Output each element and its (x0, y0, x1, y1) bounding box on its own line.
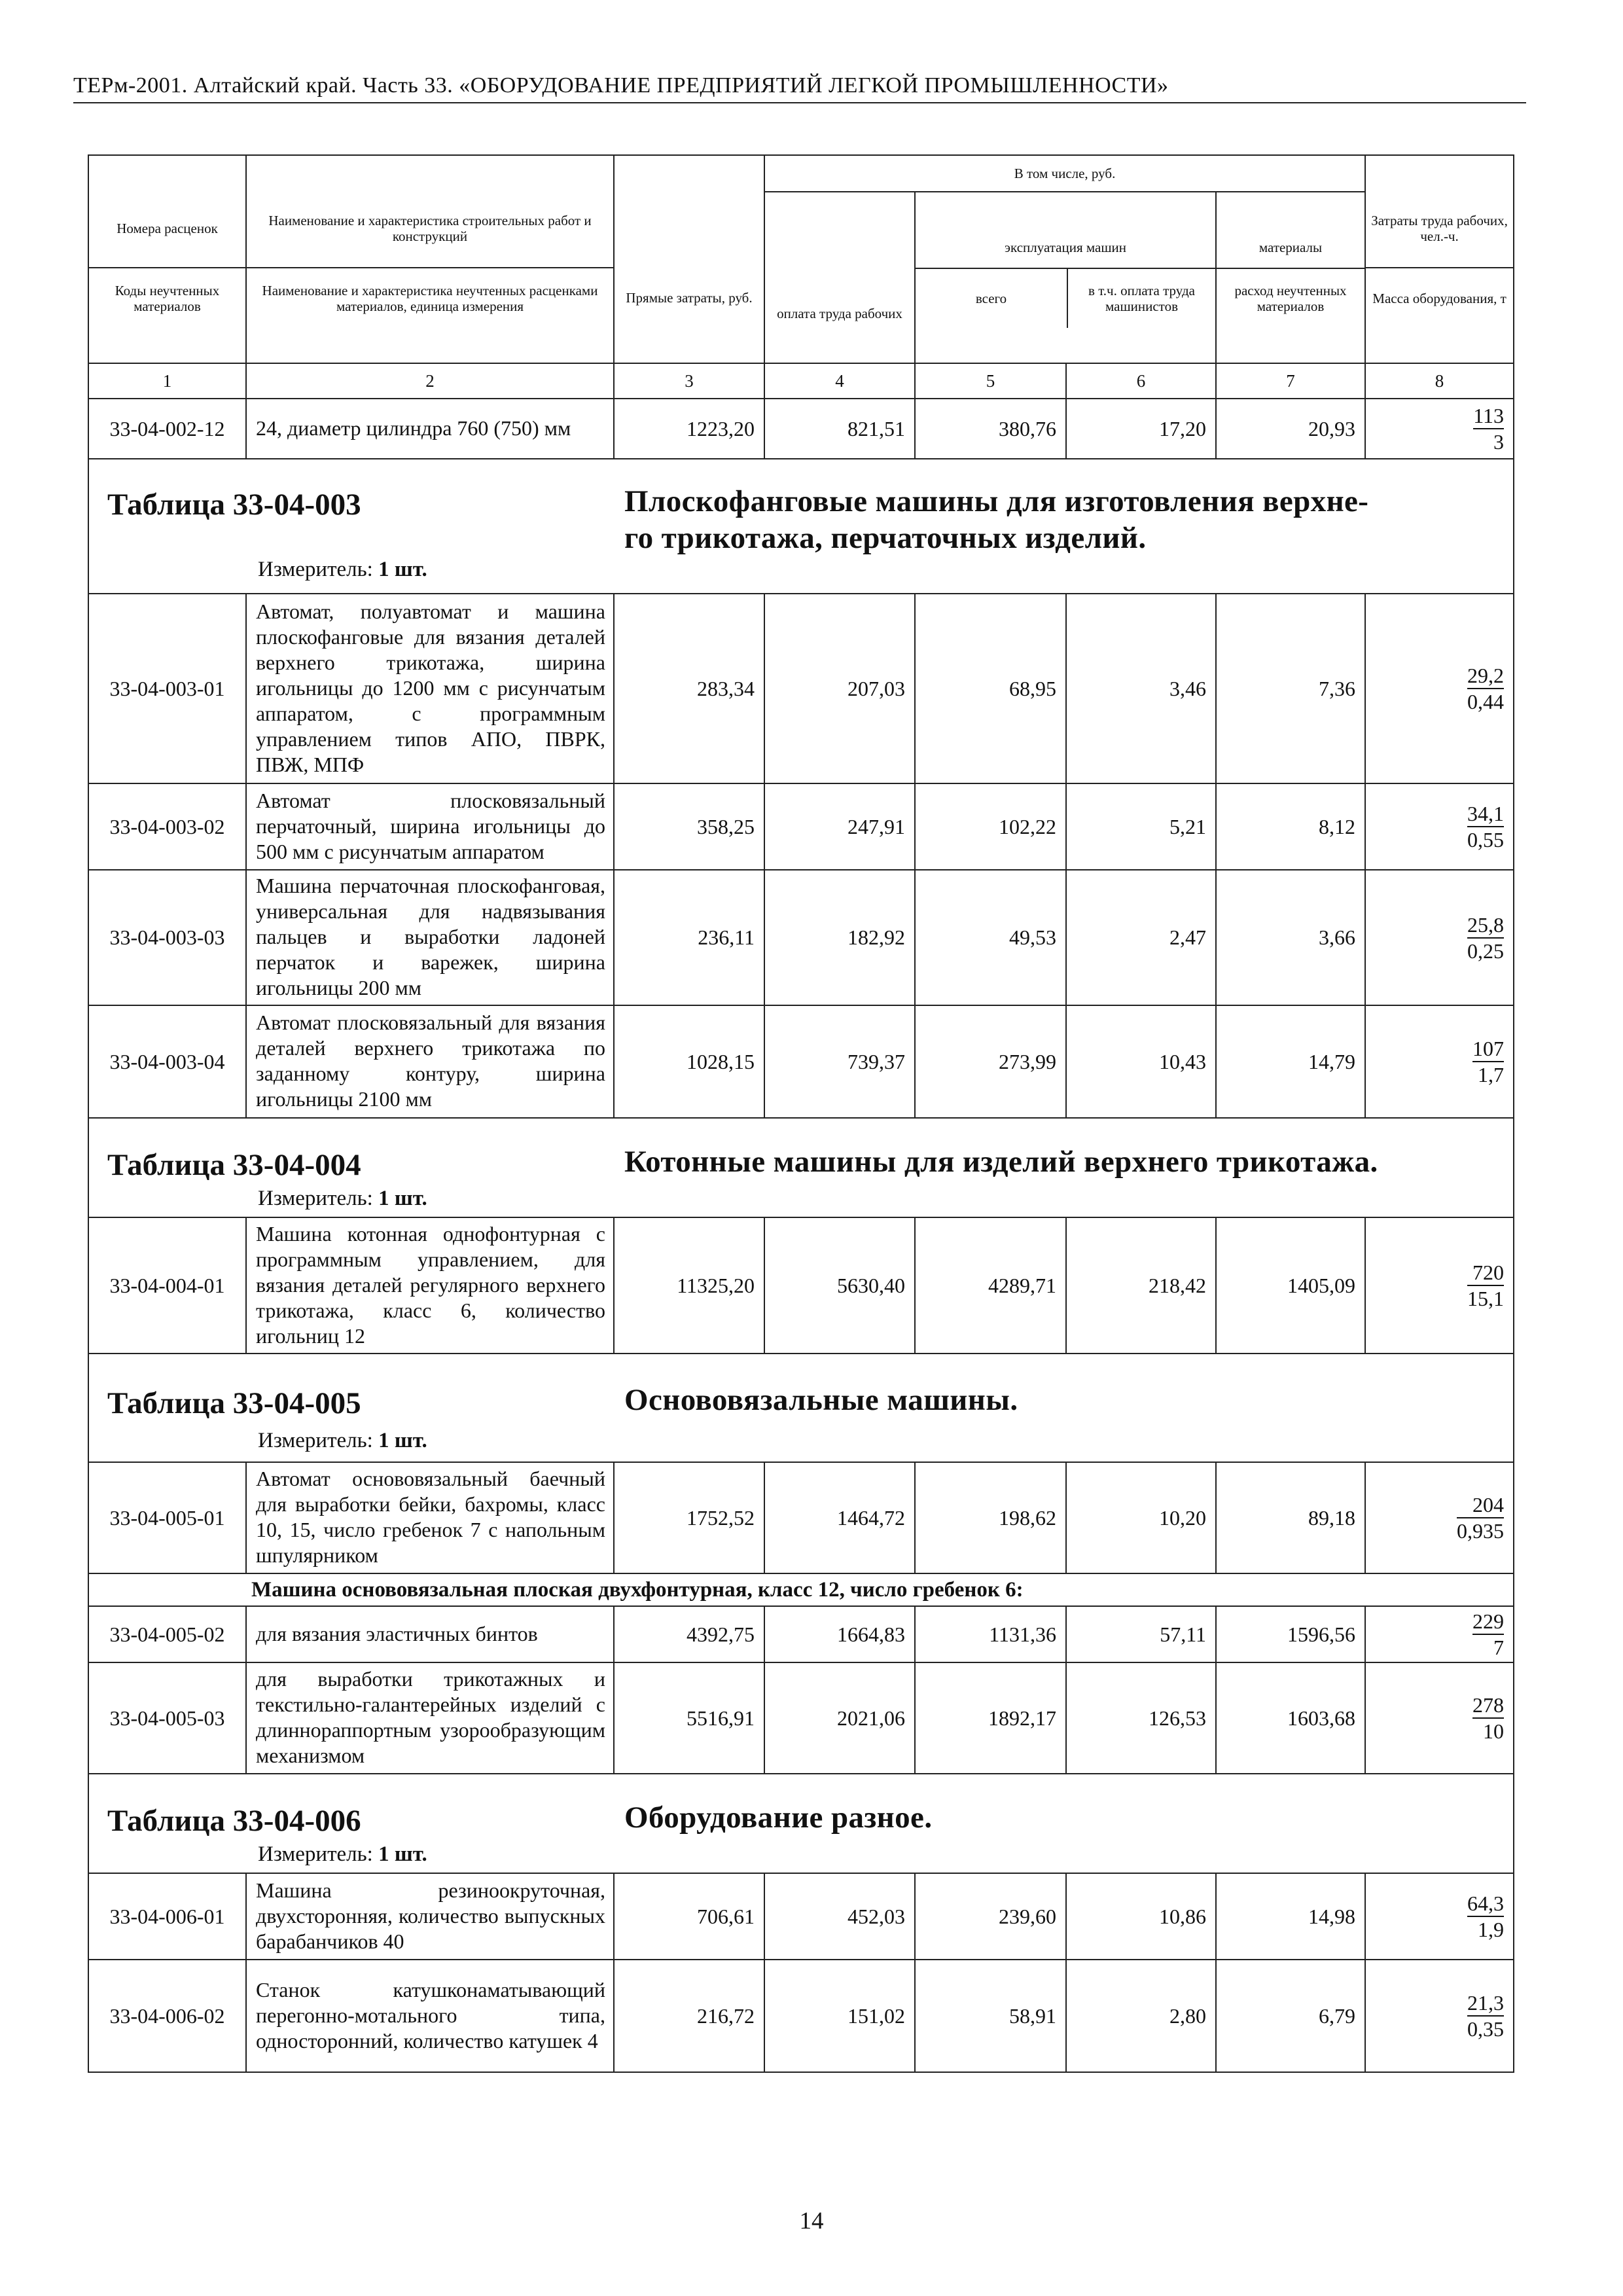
direct-cost: 1028,15 (614, 1005, 764, 1118)
header-materials-top: материалы (1258, 239, 1323, 255)
direct-cost: 358,25 (614, 783, 764, 870)
labor-hours: 229 (1472, 1609, 1504, 1635)
labor-cost: 739,37 (764, 1005, 915, 1118)
rate-description: Автомат основовязальный баечный для выработки бейки, бахромы, класс 10, 15, число гребенок 7 с напольным шпулярником (246, 1462, 614, 1573)
rate-description: для выработки трикотажных и текстильно-галантерейных изделий с длиннораппортным узорообразующим механизмом (246, 1662, 614, 1774)
machine-labor-cost: 2,80 (1066, 1960, 1216, 2072)
machine-cost: 102,22 (915, 783, 1066, 870)
section-label: Таблица 33-04-003 (107, 488, 361, 522)
materials-cost: 8,12 (1216, 783, 1365, 870)
measure-label: Измеритель: (258, 558, 373, 581)
materials-cost: 1603,68 (1216, 1662, 1365, 1774)
machine-cost: 49,53 (915, 870, 1066, 1005)
equipment-mass: 7 (1493, 1636, 1505, 1659)
table-row (88, 1217, 1514, 1354)
machine-cost: 4289,71 (915, 1217, 1066, 1354)
header-machines-labor: в т.ч. оплата труда машинистов (1088, 282, 1195, 314)
section-header-004 (88, 1118, 1514, 1217)
rate-code: 33-04-003-03 (88, 870, 246, 1005)
materials-cost: 20,93 (1216, 399, 1365, 459)
labor-cost: 2021,06 (764, 1662, 915, 1774)
section-label: Таблица 33-04-004 (107, 1148, 361, 1182)
rate-code: 33-04-002-12 (88, 399, 246, 459)
rate-code: 33-04-004-01 (88, 1217, 246, 1354)
rate-description: для вязания эластичных бинтов (246, 1606, 614, 1662)
materials-cost: 14,98 (1216, 1873, 1365, 1960)
direct-cost: 5516,91 (614, 1662, 764, 1774)
section-measure (258, 1429, 427, 1453)
equipment-mass: 15,1 (1467, 1287, 1505, 1310)
rates-table (88, 154, 1514, 2073)
labor-mass-fraction (1365, 1005, 1514, 1118)
header-machines-total: всего (916, 269, 1068, 328)
table-row (88, 1960, 1514, 2072)
labor-mass-fraction (1365, 1662, 1514, 1774)
rate-description: Автомат плосковязальный для вязания деталей верхнего трикотажа по заданному контуру, ширина игольницы 2100 мм (246, 1005, 614, 1118)
header-col8-top: Затраты труда рабочих, чел.-ч. (1371, 212, 1508, 244)
direct-cost: 283,34 (614, 594, 764, 783)
direct-cost: 4392,75 (614, 1606, 764, 1662)
col-number: 8 (1365, 363, 1514, 399)
labor-hours: 64,3 (1467, 1891, 1504, 1917)
section-label: Таблица 33-04-005 (107, 1386, 361, 1420)
direct-cost: 216,72 (614, 1960, 764, 2072)
labor-cost: 151,02 (764, 1960, 915, 2072)
header-col8-bottom: Масса оборудования, т (1372, 290, 1507, 306)
direct-cost: 11325,20 (614, 1217, 764, 1354)
labor-cost: 182,92 (764, 870, 915, 1005)
measure-label: Измеритель: (258, 1429, 373, 1452)
page-header: ТЕРм-2001. Алтайский край. Часть 33. «ОБОРУДОВАНИЕ ПРЕДПРИЯТИЙ ЛЕГКОЙ ПРОМЫШЛЕННОСТИ» (73, 73, 1526, 103)
labor-cost: 821,51 (764, 399, 915, 459)
header-col1-bottom: Коды неучтенных материалов (115, 282, 220, 314)
rate-code: 33-04-005-03 (88, 1662, 246, 1774)
direct-cost: 1223,20 (614, 399, 764, 459)
column-numbers-row (88, 363, 1514, 399)
col-number: 3 (614, 363, 764, 399)
table-header-row-1 (88, 155, 1514, 192)
col-number: 6 (1066, 363, 1216, 399)
labor-cost: 1464,72 (764, 1462, 915, 1573)
table-row (88, 870, 1514, 1005)
equipment-mass: 0,935 (1457, 1519, 1505, 1543)
machine-cost: 239,60 (915, 1873, 1066, 1960)
table-row (88, 1005, 1514, 1118)
machine-labor-cost: 10,43 (1066, 1005, 1216, 1118)
header-labor: оплата труда рабочих (764, 192, 915, 363)
header-col3: Прямые затраты, руб. (614, 155, 764, 363)
header-materials (1216, 192, 1365, 363)
machine-cost: 380,76 (915, 399, 1066, 459)
machine-labor-cost: 57,11 (1066, 1606, 1216, 1662)
direct-cost: 706,61 (614, 1873, 764, 1960)
machine-cost: 198,62 (915, 1462, 1066, 1573)
materials-cost: 14,79 (1216, 1005, 1365, 1118)
labor-cost: 207,03 (764, 594, 915, 783)
section-header-005 (88, 1354, 1514, 1462)
measure-value: 1 шт. (378, 558, 427, 581)
labor-hours: 25,8 (1467, 912, 1504, 939)
machine-labor-cost: 2,47 (1066, 870, 1216, 1005)
labor-mass-fraction (1365, 1462, 1514, 1573)
machine-labor-cost: 218,42 (1066, 1217, 1216, 1354)
table-row (88, 1606, 1514, 1662)
header-col2-bottom: Наименование и характеристика неучтенных расценками материалов, единица измерения (262, 282, 598, 314)
machine-cost: 68,95 (915, 594, 1066, 783)
labor-hours: 34,1 (1467, 801, 1504, 827)
machine-cost: 58,91 (915, 1960, 1066, 2072)
section-measure (258, 558, 427, 582)
rate-description: Машина котонная однофонтурная с программным управлением, для вязания деталей регулярного верхнего трикотажа, класс 6, количество игольниц 12 (246, 1217, 614, 1354)
header-col1-top: Номера расценок (116, 220, 218, 236)
labor-mass-fraction (1365, 783, 1514, 870)
labor-mass-fraction (1365, 1606, 1514, 1662)
table-row (88, 399, 1514, 459)
header-col2-top: Наименование и характеристика строительных работ и конструкций (268, 212, 592, 244)
section-title-line1: Плоскофанговые машины для изготовления верхне- (624, 484, 1369, 518)
section-title: Оборудование разное. (624, 1801, 933, 1835)
materials-cost: 6,79 (1216, 1960, 1365, 2072)
measure-value: 1 шт. (378, 1842, 427, 1866)
labor-hours: 720 (1467, 1260, 1504, 1286)
col-number: 7 (1216, 363, 1365, 399)
rate-code: 33-04-006-02 (88, 1960, 246, 2072)
section-title: Основовязальные машины. (624, 1383, 1018, 1417)
section-title (624, 483, 1495, 556)
table-row (88, 1662, 1514, 1774)
table-row (88, 594, 1514, 783)
machine-labor-cost: 3,46 (1066, 594, 1216, 783)
equipment-mass: 0,55 (1467, 828, 1505, 852)
machine-labor-cost: 17,20 (1066, 399, 1216, 459)
labor-cost: 1664,83 (764, 1606, 915, 1662)
rate-code: 33-04-005-01 (88, 1462, 246, 1573)
rate-description: Автомат, полуавтомат и машина плоскофанговые для вязания деталей верхнего трикотажа, ширина игольницы до 1200 мм с рисунчатым аппаратом, с программным управлением типов АПО, ПВРК, ПВЖ, МПФ (246, 594, 614, 783)
machine-labor-cost: 10,86 (1066, 1873, 1216, 1960)
labor-mass-fraction (1365, 870, 1514, 1005)
machine-cost: 1892,17 (915, 1662, 1066, 1774)
materials-cost: 7,36 (1216, 594, 1365, 783)
rate-description: Машина резиноокруточная, двухсторонняя, количество выпускных барабанчиков 40 (246, 1873, 614, 1960)
section-measure (258, 1187, 427, 1211)
labor-hours: 278 (1472, 1693, 1504, 1719)
section-header-003 (88, 459, 1514, 594)
col-number: 2 (246, 363, 614, 399)
labor-mass-fraction (1365, 1217, 1514, 1354)
section-title: Котонные машины для изделий верхнего трикотажа. (624, 1145, 1378, 1179)
header-machines (915, 192, 1216, 363)
machine-labor-cost: 126,53 (1066, 1662, 1216, 1774)
col-number: 4 (764, 363, 915, 399)
materials-cost: 3,66 (1216, 870, 1365, 1005)
equipment-mass: 10 (1483, 1719, 1505, 1743)
measure-value: 1 шт. (378, 1429, 427, 1452)
labor-hours: 107 (1472, 1036, 1504, 1062)
section-label: Таблица 33-04-006 (107, 1804, 361, 1838)
col-number: 1 (88, 363, 246, 399)
labor-hours: 29,2 (1467, 663, 1504, 689)
direct-cost: 236,11 (614, 870, 764, 1005)
page-number: 14 (799, 2208, 824, 2234)
materials-cost: 1596,56 (1216, 1606, 1365, 1662)
materials-cost: 1405,09 (1216, 1217, 1365, 1354)
measure-label: Измеритель: (258, 1187, 373, 1210)
measure-value: 1 шт. (378, 1187, 427, 1210)
machine-labor-cost: 10,20 (1066, 1462, 1216, 1573)
rate-description: Станок катушконаматывающий перегонно-мотального типа, односторонний, количество катушек 4 (246, 1960, 614, 2072)
rate-description: Автомат плосковязальный перчаточный, ширина игольницы до 500 мм с рисунчатым аппаратом (246, 783, 614, 870)
header-col8 (1365, 155, 1514, 363)
section-header-006 (88, 1774, 1514, 1873)
col-number: 5 (915, 363, 1066, 399)
section-title-line2: го трикотажа, перчаточных изделий. (624, 521, 1147, 555)
direct-cost: 1752,52 (614, 1462, 764, 1573)
rate-code: 33-04-003-01 (88, 594, 246, 783)
materials-cost: 89,18 (1216, 1462, 1365, 1573)
labor-cost: 247,91 (764, 783, 915, 870)
labor-cost: 452,03 (764, 1873, 915, 1960)
rate-code: 33-04-003-04 (88, 1005, 246, 1118)
header-col1 (88, 155, 246, 363)
labor-mass-fraction (1365, 594, 1514, 783)
rate-code: 33-04-003-02 (88, 783, 246, 870)
machine-cost: 273,99 (915, 1005, 1066, 1118)
labor-hours: 21,3 (1467, 1990, 1504, 2017)
labor-mass-fraction (1365, 1960, 1514, 2072)
rate-code: 33-04-006-01 (88, 1873, 246, 1960)
rate-code: 33-04-005-02 (88, 1606, 246, 1662)
labor-cost: 5630,40 (764, 1217, 915, 1354)
table-row (88, 783, 1514, 870)
labor-mass-fraction (1365, 1873, 1514, 1960)
equipment-mass: 1,9 (1478, 1918, 1505, 1941)
table-row (88, 1873, 1514, 1960)
measure-label: Измеритель: (258, 1842, 373, 1866)
subheading: Машина основовязальная плоская двухфонтурная, класс 12, число гребенок 6: (88, 1573, 1514, 1606)
header-col2 (246, 155, 614, 363)
machine-labor-cost: 5,21 (1066, 783, 1216, 870)
equipment-mass: 0,44 (1467, 690, 1505, 713)
subheading-row (88, 1573, 1514, 1606)
equipment-mass: 0,35 (1467, 2017, 1505, 2041)
header-incl: В том числе, руб. (764, 155, 1365, 192)
header-machines-title: эксплуатация машин (1005, 239, 1126, 255)
table-row (88, 1462, 1514, 1573)
rate-description: 24, диаметр цилиндра 760 (750) мм (246, 399, 614, 459)
section-measure (258, 1842, 427, 1867)
header-materials-bottom: расход неучтенных материалов (1234, 282, 1347, 314)
machine-cost: 1131,36 (915, 1606, 1066, 1662)
equipment-mass: 1,7 (1478, 1063, 1505, 1086)
labor-mass-fraction (1365, 399, 1514, 459)
equipment-mass: 0,25 (1467, 939, 1505, 963)
rate-description: Машина перчаточная плоскофанговая, универсальная для надвязывания пальцев и выработки ладоней перчаток и варежек, ширина игольницы 200 мм (246, 870, 614, 1005)
equipment-mass: 3 (1493, 430, 1505, 454)
labor-hours: 204 (1457, 1492, 1504, 1518)
labor-hours: 113 (1473, 403, 1504, 429)
